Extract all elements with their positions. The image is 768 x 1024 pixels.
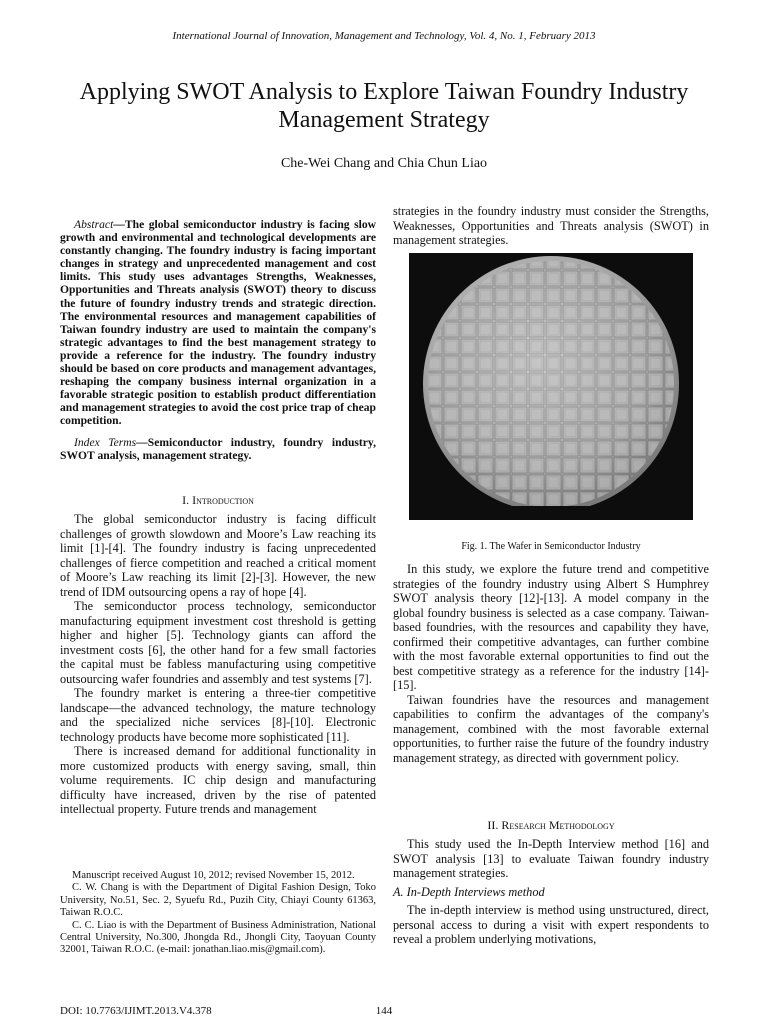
research-methodology-body [393, 837, 709, 947]
abstract-label: Abstract [74, 218, 114, 231]
paragraph: The global semiconductor industry is facing difficult challenges of growth slowdown and Moore’s Law reaching its limit [1]-[4]. The foundry industry is facing unprecedented challenges of fierce competition and reached a critical moment of Moore’s Law reaching its limit [2]-[3]. However, the new trend of IDM outsourcing opens a ray of hope [4]. [60, 512, 376, 599]
paper-title: Applying SWOT Analysis to Explore Taiwan Foundry Industry Management Strategy [79, 79, 689, 133]
footnote: C. C. Liao is with the Department of Business Administration, National Central University, No.300, Jhongda Rd., Jhongli City, Taoyuan County 32001, Taiwan R.O.C. (e-mail: jonathan.liao.mis@gmail.com). [60, 919, 376, 956]
section-number: II. [487, 818, 499, 832]
paragraph: The foundry market is entering a three-tier competitive landscape—the advanced technology, the mature technology and the specialized niche services [8]-[10]. Electronic technology products have become more sophisticated [11]. [60, 686, 376, 744]
page-number: 144 [375, 1005, 393, 1017]
index-terms-text: —Semiconductor industry, foundry industry, SWOT analysis, management strategy. [60, 436, 376, 463]
paragraph: There is increased demand for additional functionality in more customized products with energy saving, small, thin volume requirements. IC chip design and manufacturing difficulty have increased, driven by the rise of patented intellectual property. Future trends and management [60, 744, 376, 816]
section-heading-introduction [60, 493, 376, 508]
footnotes [60, 870, 376, 957]
section-number: I. [182, 493, 190, 507]
abstract-text: —The global semiconductor industry is facing slow growth and environmental and technological developments are constantly changing. The foundry industry is facing important changes in strategy and unprecedented management and cost limits. This study uses advantages Strengths, Weaknesses, Opportunities and Threats analysis (SWOT) theory to discuss the future of foundry industry trends and strategic direction. The environmental resources and management capabilities of Taiwan foundry industry are used to maintain the company's strategic advantages to find the best management strategy to provide a reference for the industry. The foundry industry should be based on core products and management advantages, reshaping the company business internal organization in a favorable strategic position to establish product differentiation and management strategies to avoid the cost price trap of cheap competition. [60, 218, 376, 428]
wafer-image [409, 253, 693, 520]
journal-header: International Journal of Innovation, Management and Technology, Vol. 4, No. 1, February 2013 [172, 30, 596, 42]
subsection-heading: A. In-Depth Interviews method [393, 884, 545, 899]
index-terms [60, 436, 376, 462]
authors: Che-Wei Chang and Chia Chun Liao [280, 156, 488, 171]
index-terms-label: Index Terms [74, 436, 137, 449]
paragraph: This study used the In-Depth Interview method [16] and SWOT analysis [13] to evaluate Taiwan foundry industry management strategies. [393, 837, 709, 880]
paragraph: The semiconductor process technology, semiconductor manufacturing equipment investment cost threshold is getting higher and higher [5]. Technology giants can afford the investment costs [6], the other hand for a few small factories the capital must be fabless manufacturing using competitive outsourcing wafer foundries and assembly and test systems [7]. [60, 599, 376, 686]
right-column-top-text: strategies in the foundry industry must consider the Strengths, Weaknesses, Opportunities and Threats analysis (SWOT) in management strategies. [393, 204, 709, 247]
introduction-body [60, 512, 376, 817]
figure-caption: Fig. 1. The Wafer in Semiconductor Industry [461, 541, 641, 552]
paragraph: Taiwan foundries have the resources and management capabilities to confirm the advantages of the company's management, combined with the most favorable external opportunities, to further raise the future of the foundry industry management strategy, as directed with government policy. [393, 692, 709, 765]
doi: DOI: 10.7763/IJIMT.2013.V4.378 [60, 1005, 212, 1017]
section-heading-research-methodology [393, 818, 709, 833]
right-column-body [393, 562, 709, 765]
paragraph: The in-depth interview is method using unstructured, direct, personal access to during a visit with expert respondents to reveal a problem underlying motivations, [393, 903, 709, 946]
footnote: Manuscript received August 10, 2012; revised November 15, 2012. [72, 870, 355, 881]
section-title: Research Methodology [501, 818, 615, 832]
wafer-figure [409, 253, 693, 520]
section-title: Introduction [192, 493, 254, 507]
paragraph: In this study, we explore the future trend and competitive strategies of the foundry industry using Albert S Humphrey SWOT analysis theory [12]-[13]. A model company in the global foundry business is selected as a case company. Taiwan-based foundries, with the resources and capability they have, confirmed their competitive advantages, can further combine with the most favorable external opportunities to find out the best competitive strategy as a reference for the industry [14]-[15]. [393, 562, 709, 692]
footnote: C. W. Chang is with the Department of Digital Fashion Design, Toko University, No.51, Sec. 2, Syuefu Rd., Puzih City, Chiayi County 61363, Taiwan R.O.C. [60, 882, 376, 919]
abstract [60, 218, 376, 428]
